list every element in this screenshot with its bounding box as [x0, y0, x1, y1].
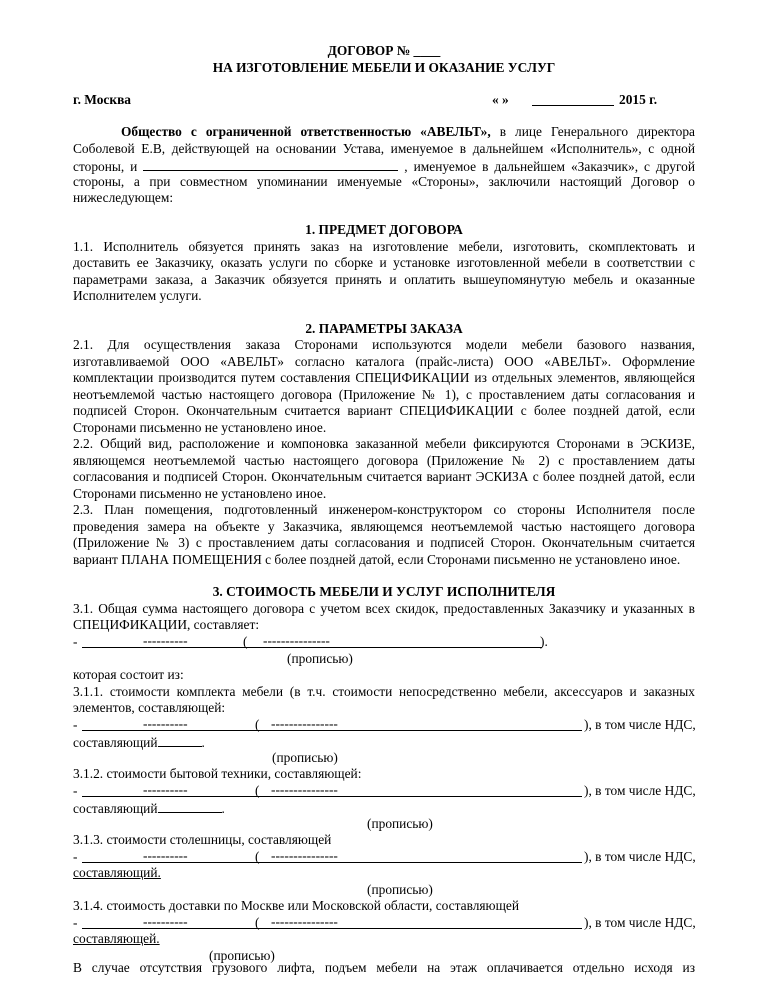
item-312-open-paren: (: [255, 783, 260, 798]
total-digits: ----------: [143, 633, 188, 648]
item-311-words: ---------------: [271, 716, 338, 731]
item-311-text: 3.1.1. стоимости комплекта мебели (в т.ч. стоимости непосредственно мебели, аксессуаров и заказных: [73, 684, 695, 699]
preamble-line-3: стороны, и , именуемое в дальнейшем «Заказчик», с другой: [73, 159, 695, 174]
city: г. Москва: [73, 92, 132, 107]
customer-name-blank: [143, 157, 398, 171]
section-2-line: 2.1. Для осуществления заказа Сторонами используются модели мебели базового названия,: [73, 337, 695, 352]
section-2-line: 2.2. Общий вид, расположение и компоновка заказанной мебели фиксируются Сторонами в ЭСКИЗЕ,: [73, 436, 695, 451]
item-312-vat-blank: [158, 799, 222, 813]
section-1-line: 1.1. Исполнитель обязуется принять заказ на изготовление мебели, изготовить, скомплектовать и: [73, 239, 695, 254]
section-3-heading: 3. СТОИМОСТЬ МЕБЕЛИ И УСЛУГ ИСПОЛНИТЕЛЯ: [212, 584, 556, 599]
section-2-line: являющемся неотъемлемой частью настоящего договора (Приложение № 2) с проставлением даты: [73, 453, 695, 468]
item-312-words: ---------------: [271, 782, 338, 797]
preamble-line-1: Общество с ограниченной ответственностью «АВЕЛЬТ», в лице Генерального директора: [121, 124, 695, 139]
section-2-line: 2.3. План помещения, подготовленный инженером-конструктором со стороны Исполнителя после: [73, 502, 695, 517]
section-2-line: комплектации производится путем составления СПЕЦИФИКАЦИИ из отдельных элементов, являющейся: [73, 370, 695, 385]
section-2-line: проведения замера на объекте у Заказчика, являющемся неотъемлемой частью настоящего договора: [73, 519, 695, 534]
in-words-hint: (прописью): [367, 882, 433, 897]
item-314-open-paren: (: [255, 915, 260, 930]
item-313-words: ---------------: [271, 848, 338, 863]
section-2-line: изготавливаемой ООО «АВЕЛЬТ» согласно каталога (прайс-листа) ООО «АВЕЛЬТ». Оформление: [73, 354, 695, 369]
contract-title: ДОГОВОР № ____: [327, 43, 441, 58]
preamble-line-4: стороны, а при совместном упоминании именуемые «Стороны», заключили настоящий Договор о: [73, 174, 695, 189]
section-1-line: Исполнителем услуги.: [73, 288, 202, 303]
in-words-hint: (прописью): [287, 651, 353, 666]
item-313-dash: -: [73, 849, 78, 864]
item-312-composing: составляющий .: [73, 801, 225, 816]
item-311-text: элементов, составляющей:: [73, 700, 226, 715]
item-311-dash: -: [73, 717, 78, 732]
item-313-open-paren: (: [255, 849, 260, 864]
section-1-line: доставить ее Заказчику, оказать услуги по сборке и установке изготовленной мебели в соответствии с: [73, 255, 695, 270]
section-2-line: вариант ПЛАНА ПОМЕЩЕНИЯ с более поздней датой, если Сторонами письменно не установлено иное.: [73, 552, 681, 567]
item-313-composing: составляющий.: [73, 865, 161, 880]
item-313-text: 3.1.3. стоимости столешницы, составляющей: [73, 832, 332, 847]
item-311-vat: ), в том числе НДС,: [584, 717, 696, 732]
contract-subtitle: НА ИЗГОТОВЛЕНИЕ МЕБЕЛИ И ОКАЗАНИЕ УСЛУГ: [212, 60, 556, 75]
date-day: « »: [492, 92, 509, 107]
in-words-hint: (прописью): [367, 816, 433, 831]
item-314-text: 3.1.4. стоимость доставки по Москве или Московской области, составляющей: [73, 898, 519, 913]
item-314-dash: -: [73, 915, 78, 930]
lift-note-line-1: В случае отсутствия грузового лифта, подъем мебели на этаж оплачивается отдельно исходя из: [73, 960, 695, 975]
section-2-heading: 2. ПАРАМЕТРЫ ЗАКАЗА: [305, 321, 463, 336]
in-words-hint: (прописью): [209, 948, 275, 963]
item-311-composing: составляющий .: [73, 735, 205, 750]
section-1-heading: 1. ПРЕДМЕТ ДОГОВОРА: [305, 222, 463, 237]
preamble-line-5: нижеследующем:: [73, 190, 174, 205]
item-312-dash: -: [73, 783, 78, 798]
in-words-hint: (прописью): [272, 750, 338, 765]
section-2-line: Сторонами письменно не установлено иное.: [73, 486, 327, 501]
section-2-line: (Приложение № 3) с проставлением даты согласования и подписей Сторон. Окончательным считается: [73, 535, 695, 550]
item-312-text: 3.1.2. стоимости бытовой техники, составляющей:: [73, 766, 362, 781]
item-314-composing: составляющей.: [73, 931, 160, 946]
section-2-line: подписей Сторон. Окончательным считается вариант СПЕЦИФИКАЦИИ с более поздней датой, если: [73, 403, 695, 418]
section-2-line: согласования и подписей Сторон. Окончательным считается вариант ЭСКИЗА с более поздней датой, если: [73, 469, 695, 484]
item-311-open-paren: (: [255, 717, 260, 732]
item-311-vat-blank: [158, 733, 202, 747]
item-313-digits: ----------: [143, 848, 188, 863]
consists-of: которая состоит из:: [73, 667, 184, 682]
section-2-line: неотъемлемой частью настоящего договора (Приложение № 1), с проставлением даты согласования и: [73, 387, 695, 402]
item-312-digits: ----------: [143, 782, 188, 797]
item-312-vat: ), в том числе НДС,: [584, 783, 696, 798]
section-1-line: параметрами заказа, а Заказчик обязуется принять и оплатить вышеупомянутую мебель и оказанные: [73, 272, 695, 287]
section-3-intro: 3.1. Общая сумма настоящего договора с учетом всех скидок, предоставленных Заказчику и указанных в: [73, 601, 695, 616]
preamble-line-2: Соболевой Е.В, действующей на основании Устава, именуемое в дальнейшем «Исполнитель», с одной: [73, 141, 695, 156]
section-2-line: Сторонами письменно не установлено иное.: [73, 420, 327, 435]
section-3-intro: СПЕЦИФИКАЦИИ, составляет:: [73, 617, 260, 632]
item-314-words: ---------------: [271, 914, 338, 929]
total-open-paren: (: [243, 634, 248, 649]
item-314-digits: ----------: [143, 914, 188, 929]
total-words: ---------------: [263, 633, 330, 648]
date-year: 2015 г.: [619, 92, 658, 107]
total-dash: -: [73, 634, 78, 649]
item-313-vat: ), в том числе НДС,: [584, 849, 696, 864]
date-month-blank: [532, 105, 614, 106]
item-314-vat: ), в том числе НДС,: [584, 915, 696, 930]
item-311-digits: ----------: [143, 716, 188, 731]
total-close: ).: [540, 634, 548, 649]
